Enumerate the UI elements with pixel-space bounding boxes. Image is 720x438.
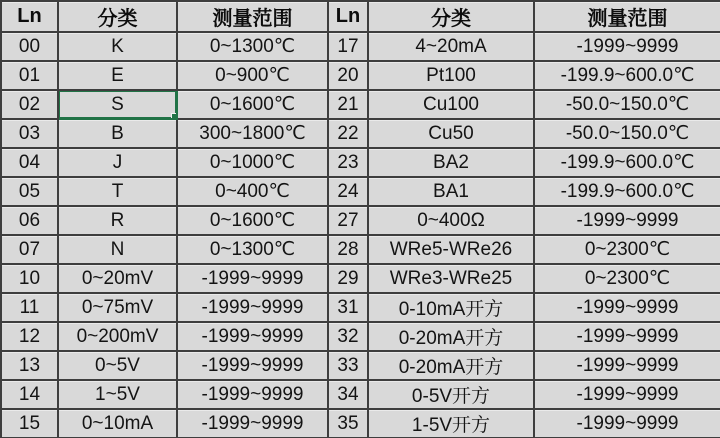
header-ln-left[interactable]: Ln [1, 1, 58, 32]
category-cell[interactable]: 1~5V [58, 380, 177, 409]
range-cell[interactable]: 0~1600℃ [177, 206, 328, 235]
category-cell[interactable]: 0-20mA开方 [368, 322, 534, 351]
range-cell[interactable]: 0~2300℃ [534, 235, 720, 264]
category-cell[interactable]: B [58, 119, 177, 148]
category-cell[interactable]: N [58, 235, 177, 264]
table-row [1, 409, 720, 438]
table-row [1, 322, 720, 351]
table-row [1, 148, 720, 177]
ln-cell[interactable]: 11 [1, 293, 58, 322]
category-cell[interactable]: E [58, 61, 177, 90]
range-cell[interactable]: 0~1000℃ [177, 148, 328, 177]
ln-cell[interactable]: 03 [1, 119, 58, 148]
range-cell[interactable]: 0~1300℃ [177, 235, 328, 264]
ln-cell[interactable]: 23 [328, 148, 368, 177]
range-cell[interactable]: 0~400℃ [177, 177, 328, 206]
range-cell[interactable]: -1999~9999 [177, 322, 328, 351]
range-cell[interactable]: 0~1300℃ [177, 32, 328, 61]
category-cell[interactable]: Cu50 [368, 119, 534, 148]
range-cell[interactable]: -199.9~600.0℃ [534, 148, 720, 177]
ln-cell[interactable]: 32 [328, 322, 368, 351]
table-row [1, 235, 720, 264]
range-cell[interactable]: -50.0~150.0℃ [534, 90, 720, 119]
range-cell[interactable]: -1999~9999 [534, 409, 720, 438]
ln-cell[interactable]: 04 [1, 148, 58, 177]
category-cell[interactable]: 0~400Ω [368, 206, 534, 235]
category-cell[interactable]: 0-10mA开方 [368, 293, 534, 322]
table-row [1, 90, 720, 119]
range-cell[interactable]: 0~900℃ [177, 61, 328, 90]
range-cell[interactable]: -1999~9999 [177, 264, 328, 293]
category-cell[interactable]: 0~20mV [58, 264, 177, 293]
table-row [1, 206, 720, 235]
ln-cell[interactable]: 00 [1, 32, 58, 61]
range-cell[interactable]: -1999~9999 [177, 293, 328, 322]
ln-cell[interactable]: 35 [328, 409, 368, 438]
range-cell[interactable]: -1999~9999 [177, 380, 328, 409]
category-cell[interactable]: BA2 [368, 148, 534, 177]
table-row [1, 264, 720, 293]
ln-cell[interactable]: 17 [328, 32, 368, 61]
range-cell[interactable]: -199.9~600.0℃ [534, 61, 720, 90]
ln-cell[interactable]: 12 [1, 322, 58, 351]
range-cell[interactable]: -1999~9999 [177, 351, 328, 380]
table-row [1, 177, 720, 206]
category-cell[interactable]: 1-5V开方 [368, 409, 534, 438]
ln-cell[interactable]: 29 [328, 264, 368, 293]
ln-cell[interactable]: 28 [328, 235, 368, 264]
range-cell[interactable]: -1999~9999 [534, 206, 720, 235]
range-cell[interactable]: -1999~9999 [534, 32, 720, 61]
ln-cell[interactable]: 05 [1, 177, 58, 206]
range-cell[interactable]: -1999~9999 [534, 322, 720, 351]
header-category-right[interactable]: 分类 [368, 1, 534, 32]
category-cell[interactable]: Cu100 [368, 90, 534, 119]
ln-cell[interactable]: 27 [328, 206, 368, 235]
ln-cell[interactable]: 14 [1, 380, 58, 409]
category-cell[interactable]: 4~20mA [368, 32, 534, 61]
range-cell[interactable]: 300~1800℃ [177, 119, 328, 148]
header-range-left[interactable]: 测量范围 [177, 1, 328, 32]
ln-cell[interactable]: 02 [1, 90, 58, 119]
ln-cell[interactable]: 06 [1, 206, 58, 235]
table-row [1, 293, 720, 322]
table-row [1, 351, 720, 380]
category-cell[interactable]: 0-20mA开方 [368, 351, 534, 380]
range-cell[interactable]: 0~1600℃ [177, 90, 328, 119]
ln-cell[interactable]: 07 [1, 235, 58, 264]
ln-cell[interactable]: 24 [328, 177, 368, 206]
category-cell[interactable]: 0~5V [58, 351, 177, 380]
header-ln-right[interactable]: Ln [328, 1, 368, 32]
ln-cell[interactable]: 01 [1, 61, 58, 90]
range-cell[interactable]: -1999~9999 [534, 380, 720, 409]
table-row [1, 61, 720, 90]
category-cell[interactable]: T [58, 177, 177, 206]
category-cell[interactable]: Pt100 [368, 61, 534, 90]
ln-cell[interactable]: 33 [328, 351, 368, 380]
range-cell[interactable]: -50.0~150.0℃ [534, 119, 720, 148]
table-row [1, 119, 720, 148]
range-cell[interactable]: -199.9~600.0℃ [534, 177, 720, 206]
selected-cell[interactable]: S [58, 90, 177, 119]
ln-cell[interactable]: 21 [328, 90, 368, 119]
table-row [1, 380, 720, 409]
ln-cell[interactable]: 10 [1, 264, 58, 293]
category-cell[interactable]: 0~75mV [58, 293, 177, 322]
category-cell[interactable]: WRe3-WRe25 [368, 264, 534, 293]
ln-cell[interactable]: 15 [1, 409, 58, 438]
range-cell[interactable]: 0~2300℃ [534, 264, 720, 293]
ln-cell[interactable]: 31 [328, 293, 368, 322]
ln-cell[interactable]: 13 [1, 351, 58, 380]
ln-cell[interactable]: 22 [328, 119, 368, 148]
category-cell[interactable]: WRe5-WRe26 [368, 235, 534, 264]
table-row [1, 32, 720, 61]
category-cell[interactable]: 0-5V开方 [368, 380, 534, 409]
table-body [1, 32, 720, 438]
category-cell[interactable]: 0~200mV [58, 322, 177, 351]
header-range-right[interactable]: 测量范围 [534, 1, 720, 32]
category-cell[interactable]: J [58, 148, 177, 177]
range-cell[interactable]: -1999~9999 [534, 293, 720, 322]
category-cell[interactable]: K [58, 32, 177, 61]
range-cell[interactable]: -1999~9999 [534, 351, 720, 380]
ln-cell[interactable]: 20 [328, 61, 368, 90]
header-category-left[interactable]: 分类 [58, 1, 177, 32]
category-cell[interactable]: 0~10mA [58, 409, 177, 438]
category-cell[interactable]: BA1 [368, 177, 534, 206]
category-cell[interactable]: R [58, 206, 177, 235]
ln-cell[interactable]: 34 [328, 380, 368, 409]
range-cell[interactable]: -1999~9999 [177, 409, 328, 438]
header-row [1, 1, 720, 32]
